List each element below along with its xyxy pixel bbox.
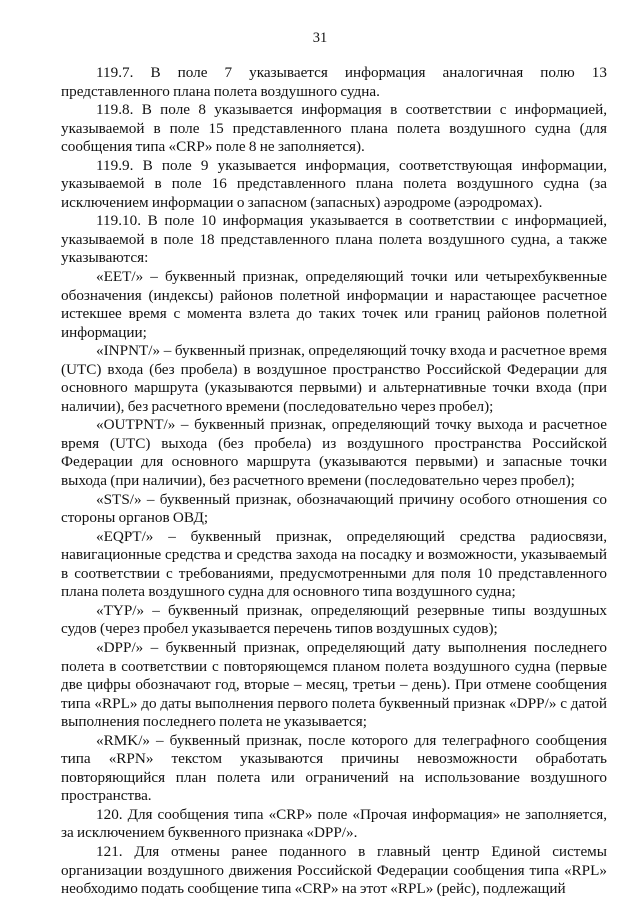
paragraph-dpp: «DPP/» – буквенный признак, определяющий дату выполнения последнего полета в соответствии с повторяющемся планом полета воздушного судна (первые две цифры обозначают год, вторые – месяц, третьи – день). При отмене сообщения типа «RPL» до даты выполнения первого полета буквенный признак «DPP/» с датой выполнения последнего полета не указывается; — [61, 638, 607, 731]
paragraph-typ: «TYP/» – буквенный признак, определяющий резервные типы воздушных судов (через пробел указывается перечень типов воздушных судов); — [61, 601, 607, 638]
paragraph-119-9: 119.9. В поле 9 указывается информация, соответствующая информации, указываемой в поле 16 представленного плана полета воздушного судна (за исключением информации о запасном (запасных) аэродроме (аэродромах). — [61, 156, 607, 211]
paragraph-eqpt: «EQPT/» – буквенный признак, определяющий средства радиосвязи, навигационные средства и средства захода на посадку и возможности, указываемый в соответствии с требованиями, предусмотренными для поля 10 представленного плана полета воздушного судна для основного типа воздушного судна; — [61, 527, 607, 601]
paragraph-119-10: 119.10. В поле 10 информация указывается в соответствии с информацией, указываемой в поле 18 представленного плана полета воздушного судна, а также указываются: — [61, 212, 607, 267]
document-body — [61, 64, 607, 899]
paragraph-119-7: 119.7. В поле 7 указывается информация аналогичная полю 13 представленного плана полета воздушного судна. — [61, 64, 607, 100]
paragraph-120: 120. Для сообщения типа «CRP» поле «Прочая информация» не заполняется, за исключением буквенного признака «DPP/». — [61, 805, 607, 842]
page-number: 31 — [312, 30, 328, 46]
paragraph-inpnt: «INPNT/» – буквенный признак, определяющий точку входа и расчетное время (UTC) входа (без пробела) в воздушное пространство Российской Федерации для основного маршрута (указываются первыми) и альтернативные точки входа (при наличии), без расчетного времени (последовательно через пробел); — [61, 342, 607, 415]
paragraph-119-8: 119.8. В поле 8 указывается информация в соответствии с информацией, указываемой в поле 15 представленного плана полета воздушного судна (для сообщения типа «CRP» поле 8 не заполняется). — [61, 101, 607, 156]
paragraph-outpnt: «OUTPNT/» – буквенный признак, определяющий точку выхода и расчетное время (UTC) выхода (без пробела) из воздушного пространства Российской Федерации для основного маршрута (указываются первыми) и запасные точки выхода (при наличии), без расчетного времени (последовательно через пробел); — [61, 416, 607, 490]
paragraph-121: 121. Для отмены ранее поданного в главный центр Единой системы организации воздушного движения Российской Федерации сообщения типа «RPL» необходимо подать сообщение типа «CRP» на этот «RPL» (рейс), подлежащий — [61, 842, 607, 898]
paragraph-sts: «STS/» – буквенный признак, обозначающий причину особого отношения со стороны органов ОВД; — [61, 490, 607, 527]
paragraph-eet: «EET/» – буквенный признак, определяющий точки или четырехбуквенные обозначения (индексы) районов полетной информации и нарастающее расчетное истекшее время с момента взлета до таких точек или границ районов полетной информации; — [61, 268, 607, 341]
paragraph-rmk: «RMK/» – буквенный признак, после которого для телеграфного сообщения типа «RPN» текстом указываются причины невозможности обработать повторяющийся план полета или ограничений на использование воздушного пространства. — [61, 731, 607, 805]
